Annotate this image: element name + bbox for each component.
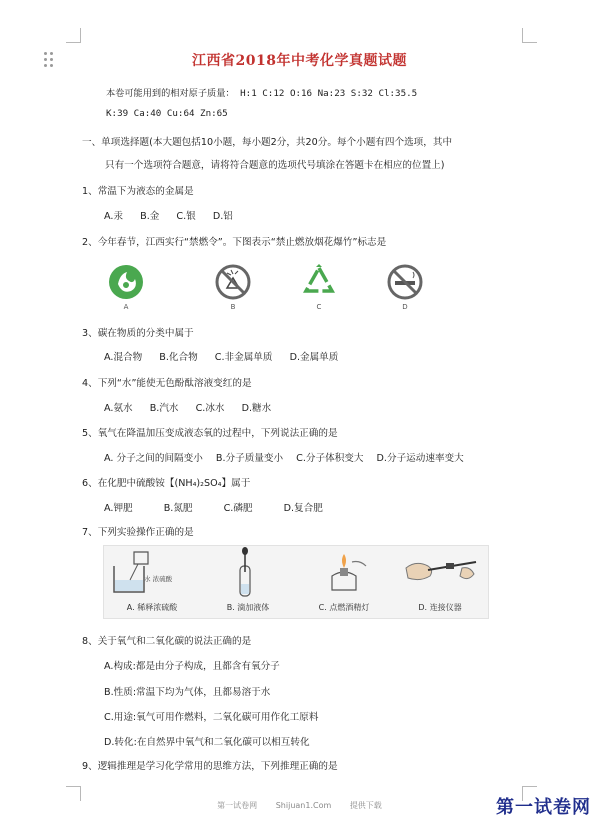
sign-figure: [104, 262, 444, 322]
option[interactable]: D.金属单质: [289, 352, 339, 363]
figure-label: D: [402, 303, 408, 311]
footer-note: 提供下载: [349, 801, 382, 810]
option[interactable]: B.性质:常温下均为气体，且都易溶于水: [104, 687, 271, 698]
question-stem: 5、氧气在降温加压变成液态氧的过程中，下列说法正确的是: [82, 428, 338, 439]
question-options: [104, 400, 285, 414]
page-title: 江西省2018年中考化学真题试题: [192, 53, 407, 69]
option[interactable]: A.混合物: [104, 352, 143, 363]
option[interactable]: C.冰水: [195, 403, 225, 414]
option[interactable]: A.氨水: [104, 403, 133, 414]
option[interactable]: D.铝: [212, 211, 233, 222]
option[interactable]: C.非金属单质: [214, 352, 273, 363]
question-stem: 3、碳在物质的分类中属于: [82, 328, 194, 339]
no-smoking-icon[interactable]: [383, 262, 427, 302]
footer-site: 第一试卷网: [217, 801, 258, 810]
option[interactable]: B.金: [140, 211, 160, 222]
recycle-icon[interactable]: [297, 262, 341, 302]
option[interactable]: C.用途:氧气可用作燃料，二氧化碳可用作化工原料: [104, 712, 319, 723]
question-options: [104, 349, 352, 363]
dropper-illustration[interactable]: [200, 546, 296, 618]
option[interactable]: D.复合肥: [283, 503, 323, 514]
atomic-mass-line-1: 本卷可能用到的相对原子质量： H:1 C:12 O:16 Na:23 S:32 Cl:35.5: [106, 88, 418, 99]
option[interactable]: C.磷肥: [223, 503, 253, 514]
figure-caption: B. 滴加液体: [226, 603, 270, 612]
page-corner-mark: [66, 786, 81, 801]
figure-label: C: [316, 303, 322, 311]
figure-label: A: [123, 303, 129, 311]
option[interactable]: B.氮肥: [163, 503, 193, 514]
fire-disc-icon[interactable]: [104, 262, 148, 302]
question-options: [104, 450, 474, 464]
connect-apparatus-illustration[interactable]: [392, 546, 488, 618]
footer-domain[interactable]: Shijuan1.Com: [275, 801, 332, 810]
brand-watermark: 第一试卷网: [496, 797, 591, 818]
option[interactable]: A.钾肥: [104, 503, 133, 514]
question-stem: 9、逻辑推理是学习化学常用的思维方法，下列推理正确的是: [82, 761, 338, 772]
section-heading: 一、单项选择题(本大题包括10小题，每小题2分，共20分。每个小题有四个选项，其中: [82, 137, 453, 148]
figure-label: 水 浓硫酸: [144, 575, 173, 583]
question-options: [104, 208, 247, 222]
question-stem: 4、下列“水”能使无色酚酞溶液变红的是: [82, 378, 252, 389]
figure-label: B: [230, 303, 236, 311]
section-heading-cont: 只有一个选项符合题意，请将符合题意的选项代号填涂在答题卡在相应的位置上): [105, 160, 445, 171]
figure-caption: C. 点燃酒精灯: [318, 603, 370, 612]
option[interactable]: C.银: [176, 211, 196, 222]
question-stem: 7、下列实验操作正确的是: [82, 527, 194, 538]
figure-caption: D. 连接仪器: [418, 603, 462, 612]
option[interactable]: A.构成:都是由分子构成，且都含有氧分子: [104, 661, 280, 672]
question-options: [104, 500, 337, 514]
option[interactable]: B.汽水: [149, 403, 179, 414]
page-corner-mark: [522, 28, 537, 43]
page-corner-mark: [66, 28, 81, 43]
question-stem: 6、在化肥中硫酸铵【(NH₄)₂SO₄】属于: [82, 478, 251, 489]
question-stem: 2、今年春节，江西实行“禁燃令”。下图表示“禁止燃放烟花爆竹”标志是: [82, 237, 387, 248]
option[interactable]: B.化合物: [159, 352, 198, 363]
option[interactable]: C.分子体积变大: [296, 453, 364, 464]
atomic-mass-line-2: K:39 Ca:40 Cu:64 Zn:65: [106, 108, 228, 119]
figure-caption: A. 稀释浓硫酸: [126, 603, 178, 612]
option[interactable]: D.分子运动速率变大: [376, 453, 464, 464]
option[interactable]: D.转化:在自然界中氧气和二氧化碳可以相互转化: [104, 737, 310, 748]
dilute-acid-illustration[interactable]: [104, 546, 200, 618]
option[interactable]: A. 分子之间的间隔变小: [104, 453, 203, 464]
alcohol-lamp-illustration[interactable]: [296, 546, 392, 618]
option[interactable]: B.分子质量变小: [215, 453, 284, 464]
lab-operations-figure: [103, 545, 489, 619]
option[interactable]: A.汞: [104, 211, 124, 222]
question-stem: 8、关于氧气和二氧化碳的说法正确的是: [82, 636, 252, 647]
question-stem: 1、常温下为液态的金属是: [82, 186, 194, 197]
no-fireworks-icon[interactable]: [211, 262, 255, 302]
option[interactable]: D.糖水: [241, 403, 272, 414]
